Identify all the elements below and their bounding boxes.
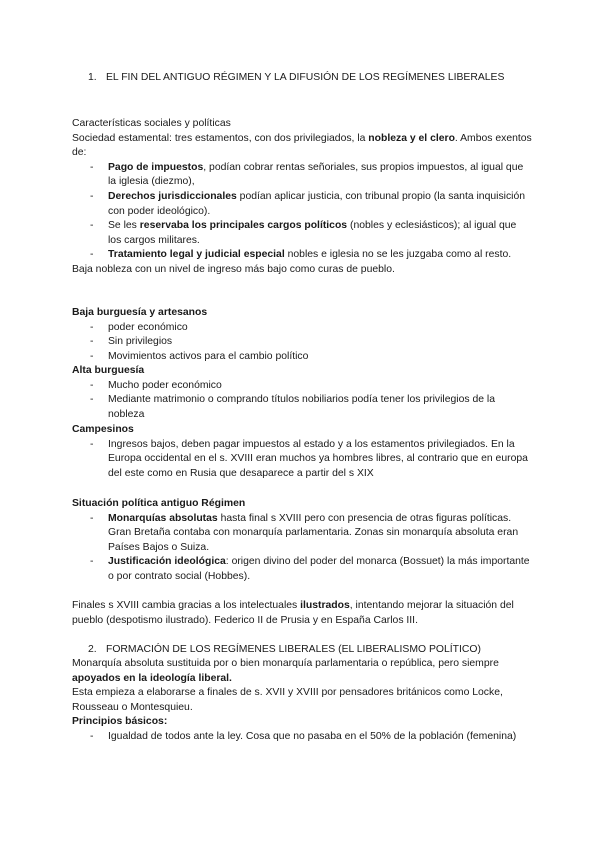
campesinos-heading: Campesinos: [72, 424, 134, 435]
list-item: - Movimientos activos para el cambio político: [72, 350, 532, 365]
formacion-p2: Esta empieza a elaborarse a finales de s. XVII y XVIII por pensadores británicos como Locke, Rousseau o Montesquieu.: [72, 687, 503, 713]
principios-heading: Principios básicos:: [72, 716, 168, 728]
section-2-number: 2.: [88, 644, 97, 655]
section-2-heading: [88, 643, 548, 658]
list-item: - Justificación ideológica: origen divino del poder del monarca (Bossuet) la más importante o por contrato social (Hobbes).: [72, 555, 532, 584]
section-1-title: EL FIN DEL ANTIGUO RÉGIMEN Y LA DIFUSIÓN DE LOS REGÍMENES LIBERALES: [106, 72, 505, 83]
list-item: - Sin privilegios: [72, 335, 532, 350]
section-1-heading: [88, 71, 528, 86]
list-item: - Mediante matrimonio o comprando títulos nobiliarios podía tener los privilegios de la nobleza: [72, 393, 532, 422]
caracteristicas-block: [72, 117, 532, 278]
finales-paragraph: [72, 599, 532, 628]
situacion-heading: Situación política antiguo Régimen: [72, 498, 246, 509]
baja-burguesia-block: [72, 306, 532, 364]
alta-burguesia-block: [72, 364, 532, 422]
privilegios-list: [72, 161, 532, 263]
list-item: - Igualdad de todos ante la ley. Cosa que no pasaba en el 50% de la población (femenina): [72, 730, 532, 745]
list-item: - Derechos jurisdiccionales podían aplicar justicia, con tribunal propio (la santa inquisición con poder ideológico).: [72, 190, 532, 219]
baja-burguesia-heading: Baja burguesía y artesanos: [72, 307, 208, 318]
list-item: - Ingresos bajos, deben pagar impuestos al estado y a los estamentos privilegiados. En la Europa occidental en el s. XVIII eran muchos ya hombres libres, al contrario que en europa del este como en Rusia que desaparece a partir del s XIX: [72, 438, 532, 482]
list-item: - Se les reservaba los principales cargos políticos (nobles y eclesiásticos); al igual que los cargos militares.: [72, 219, 532, 248]
caracteristicas-heading: Características sociales y políticas: [72, 118, 231, 129]
formacion-block: [72, 657, 532, 745]
campesinos-list: [72, 438, 532, 482]
section-1-number: 1.: [88, 72, 97, 83]
list-item: - Tratamiento legal y judicial especial nobles e iglesia no se les juzgaba como al resto.: [72, 248, 532, 263]
situacion-block: [72, 497, 532, 585]
formacion-p1: Monarquía absoluta sustituida por o bien monarquía parlamentaria o república, pero siempre apoyados en la ideología liberal.: [72, 658, 499, 684]
finales-text: Finales s XVIII cambia gracias a los intelectuales ilustrados, intentando mejorar la situación del pueblo (despotismo ilustrado). Federico II de Prusia y en España Carlos III.: [72, 600, 514, 626]
situacion-list: [72, 512, 532, 585]
caracteristicas-intro: Sociedad estamental: tres estamentos, con dos privilegiados, la nobleza y el clero. Ambos exentos de:: [72, 132, 532, 159]
baja-nobleza-note: Baja nobleza con un nivel de ingreso más bajo como curas de pueblo.: [72, 263, 395, 275]
list-item: - Pago de impuestos, podían cobrar rentas señoriales, sus propios impuestos, al igual que la iglesia (diezmo),: [72, 161, 532, 190]
alta-burguesia-list: [72, 379, 532, 423]
list-item: - Monarquías absolutas hasta final s XVIII pero con presencia de otras figuras políticas. Gran Bretaña contaba con monarquía parlamentaria. Zonas sin monarquía absoluta eran Países Bajos o Suiza.: [72, 512, 532, 556]
alta-burguesia-heading: Alta burguesía: [72, 365, 145, 376]
campesinos-block: [72, 423, 532, 481]
section-2-title: FORMACIÓN DE LOS REGÍMENES LIBERALES (EL LIBERALISMO POLÍTICO): [106, 644, 481, 655]
baja-burguesia-list: [72, 321, 532, 365]
list-item: - Mucho poder económico: [72, 379, 532, 394]
principios-list: [72, 730, 532, 745]
list-item: - poder económico: [72, 321, 532, 336]
